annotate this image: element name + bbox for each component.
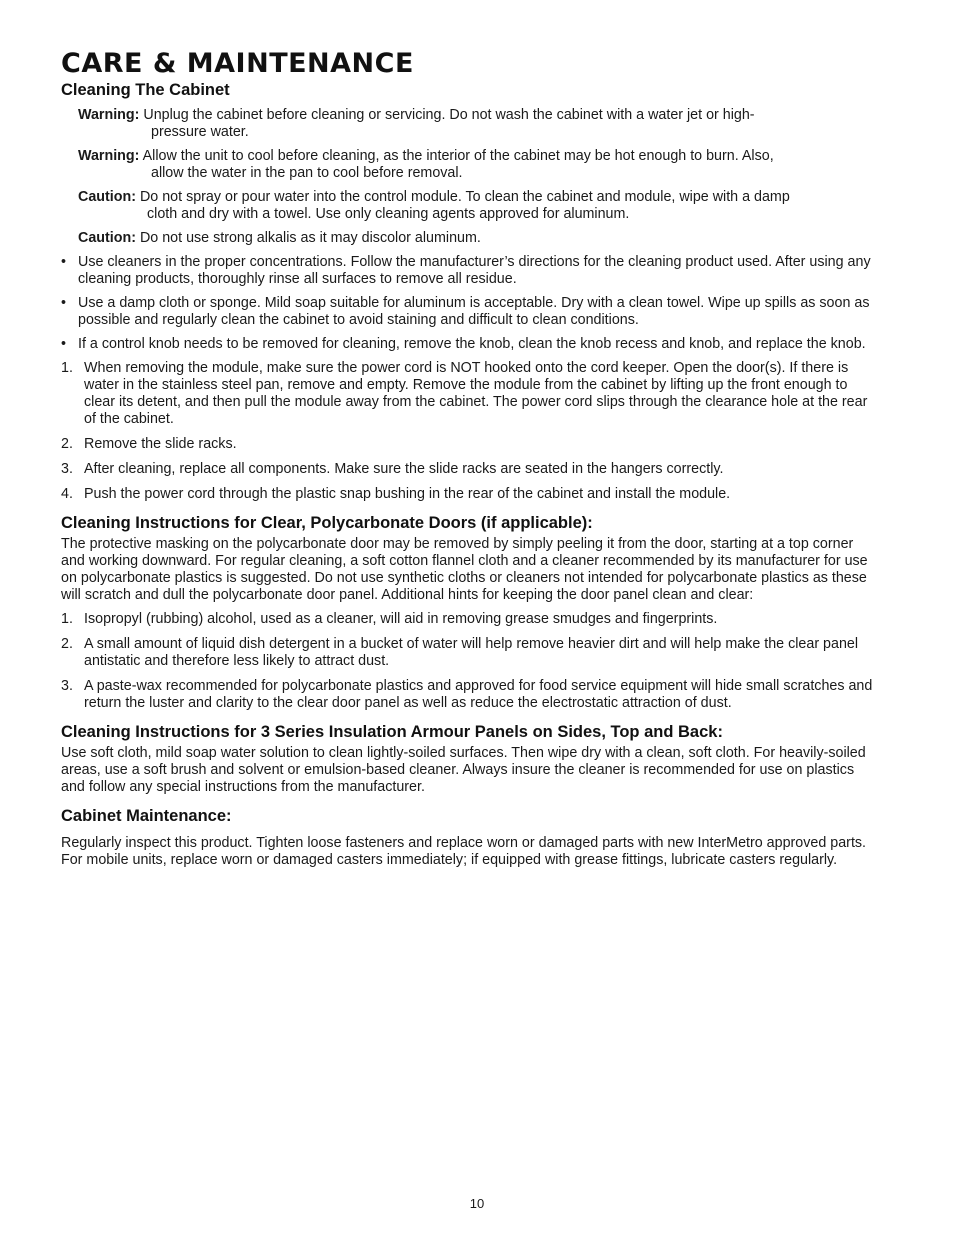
note-label: Caution:: [78, 189, 136, 205]
step-number: 3.: [61, 461, 73, 477]
step-number: 2.: [61, 636, 73, 652]
list-item-text: Remove the slide racks.: [84, 436, 237, 452]
note-text-cont: pressure water.: [151, 124, 249, 140]
bullet-icon: •: [61, 295, 67, 311]
list-item: [61, 678, 876, 712]
list-item-text: Push the power cord through the plastic snap bushing in the rear of the cabinet and install the module.: [84, 486, 731, 502]
list-item: [61, 360, 876, 428]
list-item: [61, 636, 876, 670]
page-number: 10: [469, 1196, 485, 1211]
section-heading-cabinet-maintenance: Cabinet Maintenance:: [61, 807, 232, 825]
manual-page: [61, 48, 876, 869]
note-text: Do not spray or pour water into the control module. To clean the cabinet and module, wipe with a damp: [139, 189, 790, 205]
caution-note: [61, 230, 876, 247]
list-item: [61, 436, 876, 453]
step-number: 1.: [61, 360, 73, 376]
list-item-text: Use a damp cloth or sponge. Mild soap suitable for aluminum is acceptable. Dry with a clean towel. Wipe up spills as soon as possible and regularly clean the cabinet to avoid staining and difficult to clean conditions.: [78, 295, 870, 328]
list-item-text: After cleaning, replace all components. Make sure the slide racks are seated in the hangers correctly.: [84, 461, 724, 477]
armour-panels-paragraph: Use soft cloth, mild soap water solution to clean lightly-soiled surfaces. Then wipe dry with a clean, soft cloth. For heavily-soiled areas, use a soft brush and solvent or emulsion-based cleaner. Always insure the cleaner is recommended for use on plastics and follow any special instructions from the manufacturer.: [61, 745, 866, 795]
note-label: Warning:: [78, 148, 140, 164]
section-heading-armour-panels: Cleaning Instructions for 3 Series Insulation Armour Panels on Sides, Top and Back:: [61, 723, 723, 741]
bullet-icon: •: [61, 336, 67, 352]
list-item: [61, 461, 876, 478]
section-heading-polycarbonate-doors: Cleaning Instructions for Clear, Polycarbonate Doors (if applicable):: [61, 514, 593, 532]
warning-note: [61, 107, 876, 141]
step-number: 3.: [61, 678, 73, 694]
list-item-text: Isopropyl (rubbing) alcohol, used as a cleaner, will aid in removing grease smudges and fingerprints.: [84, 611, 718, 627]
note-text-cont: cloth and dry with a towel. Use only cleaning agents approved for aluminum.: [147, 206, 630, 222]
list-item-text: A paste-wax recommended for polycarbonate plastics and approved for food service equipment will hide small scratches and return the luster and clarity to the clear door panel as well as reduce the electrostatic attraction of dust.: [84, 678, 873, 711]
polycarbonate-paragraph: The protective masking on the polycarbonate door may be removed by simply peeling it from the door, starting at a top corner and working downward. For regular cleaning, a soft cotton flannel cloth and a cleaner recommended by its manufacturer for use on polycarbonate plastics is suggested. Do not use synthetic cloths or cleaners not intended for polycarbonate plastics as these will scratch and dull the polycarbonate door panel. Additional hints for keeping the door panel clean and clear:: [61, 536, 868, 603]
note-text: Unplug the cabinet before cleaning or servicing. Do not wash the cabinet with a water jet or high-: [143, 107, 755, 123]
cabinet-maintenance-paragraph: Regularly inspect this product. Tighten loose fasteners and replace worn or damaged parts with new InterMetro approved parts. For mobile units, replace worn or damaged casters immediately; if equipped with grease fittings, lubricate casters regularly.: [61, 835, 867, 868]
warning-note: [61, 148, 876, 182]
note-label: Warning:: [78, 107, 140, 123]
list-item-text: A small amount of liquid dish detergent in a bucket of water will help remove heavier dirt and will help make the clear panel antistatic and therefore less likely to attract dust.: [84, 636, 859, 669]
note-label: Caution:: [78, 230, 136, 246]
note-text: Allow the unit to cool before cleaning, as the interior of the cabinet may be hot enough to burn. Also,: [142, 148, 774, 164]
list-item: [61, 611, 876, 628]
list-item-text: Use cleaners in the proper concentrations. Follow the manufacturer’s directions for the cleaning product used. After using any cleaning products, thoroughly rinse all surfaces to remove all residue.: [78, 254, 871, 287]
page-title: CARE & MAINTENANCE: [61, 48, 414, 79]
caution-note: [61, 189, 876, 223]
note-text-cont: allow the water in the pan to cool before removal.: [151, 165, 463, 181]
list-item: [61, 254, 876, 288]
bullet-icon: •: [61, 254, 67, 270]
list-item: [61, 336, 876, 353]
section-heading-cleaning-cabinet: Cleaning The Cabinet: [61, 81, 230, 99]
step-number: 4.: [61, 486, 73, 502]
step-number: 1.: [61, 611, 73, 627]
note-text: Do not use strong alkalis as it may discolor aluminum.: [139, 230, 481, 246]
list-item: [61, 486, 876, 503]
polycarbonate-hints-list: [61, 611, 876, 712]
step-number: 2.: [61, 436, 73, 452]
module-removal-steps: [61, 360, 876, 503]
list-item-text: If a control knob needs to be removed for cleaning, remove the knob, clean the knob recess and knob, and replace the knob.: [78, 336, 866, 352]
cleaning-bullet-list: [61, 254, 876, 353]
list-item-text: When removing the module, make sure the power cord is NOT hooked onto the cord keeper. Open the door(s). If there is water in the stainless steel pan, remove and empty. Remove the module from the cabinet by lifting up the front enough to clear its detent, and then pull the module away from the cabinet. The power cord slips through the clearance hole at the rear of the cabinet.: [84, 360, 868, 427]
list-item: [61, 295, 876, 329]
